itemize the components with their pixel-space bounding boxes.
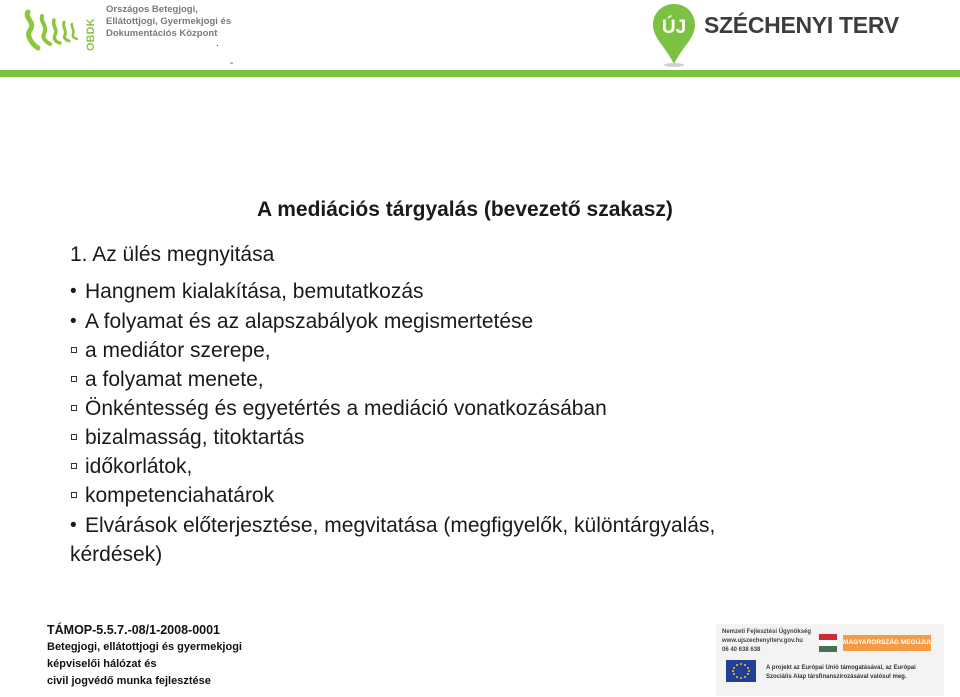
list-item-text: Elvárások előterjesztése, megvitatása (megfigyelők, különtárgyalás, bbox=[85, 513, 716, 537]
list-item bbox=[70, 452, 940, 481]
hungarian-flag-icon bbox=[819, 634, 837, 652]
obdk-vertical-text: OBDK bbox=[85, 18, 97, 51]
nfu-line: www.ujszechenyiterv.gov.hu bbox=[722, 638, 803, 644]
nfu-line: 06 40 638 638 bbox=[722, 647, 761, 653]
list-item-continuation: kérdések) bbox=[70, 543, 163, 566]
eu-flag-icon bbox=[726, 660, 756, 682]
project-code: TÁMOP-5.5.7.-08/1-2008-0001 bbox=[47, 623, 221, 637]
obdk-vertical-label bbox=[82, 3, 98, 53]
bullet-icon bbox=[70, 510, 85, 540]
header-divider bbox=[0, 70, 960, 77]
header-dot: . bbox=[216, 38, 219, 49]
slide-title: A mediációs tárgyalás (bevezető szakasz) bbox=[257, 198, 673, 221]
nfu-info bbox=[722, 628, 811, 655]
list-item bbox=[70, 276, 940, 306]
uj-szechenyi-pin-icon bbox=[651, 2, 697, 68]
list-item bbox=[70, 481, 940, 510]
project-line: képviselői hálózat és bbox=[47, 658, 157, 670]
funding-banner bbox=[716, 624, 944, 696]
list-item-text: A folyamat és az alapszabályok megismertetése bbox=[85, 309, 534, 333]
list-item bbox=[70, 423, 940, 452]
list-item bbox=[70, 365, 940, 394]
header-dash: - bbox=[230, 58, 234, 69]
list-item-text: a folyamat menete, bbox=[85, 368, 264, 391]
obdk-logo-icon bbox=[22, 4, 80, 52]
list-item-text: kompetenciahatárok bbox=[85, 484, 275, 507]
project-footer bbox=[47, 622, 242, 690]
eu-line: Szociális Alap társfinanszírozásával valósul meg. bbox=[766, 674, 907, 680]
magyarorszag-megujul-badge: MAGYARORSZÁG MEGÚJUL bbox=[843, 635, 931, 651]
list-item bbox=[70, 394, 940, 423]
szechenyi-terv-logo-text: SZÉCHENYI TERV bbox=[704, 12, 899, 38]
list-item bbox=[70, 336, 940, 365]
eu-funding-text bbox=[766, 664, 916, 682]
project-line: civil jogvédő munka fejlesztése bbox=[47, 675, 211, 687]
bullet-icon bbox=[70, 276, 85, 306]
list-item bbox=[70, 510, 940, 540]
list-item bbox=[70, 306, 940, 336]
uj-text: ÚJ bbox=[661, 17, 687, 38]
org-line: Ellátottjogi, Gyermekjogi és bbox=[106, 16, 232, 27]
bullet-icon bbox=[70, 306, 85, 336]
list-item-text: bizalmasság, titoktartás bbox=[85, 426, 305, 449]
organization-name bbox=[106, 4, 231, 40]
org-line: Országos Betegjogi, bbox=[106, 4, 198, 15]
section-heading: 1. Az ülés megnyitása bbox=[70, 243, 275, 266]
content-list bbox=[70, 276, 940, 569]
list-item-text: Hangnem kialakítása, bemutatkozás bbox=[85, 279, 424, 303]
header bbox=[0, 0, 960, 78]
nfu-line: Nemzeti Fejlesztési Ügynökség bbox=[722, 629, 812, 635]
list-item-text: időkorlátok, bbox=[85, 455, 193, 478]
list-item-text: a mediátor szerepe, bbox=[85, 339, 271, 362]
project-line: Betegjogi, ellátottjogi és gyermekjogi bbox=[47, 641, 242, 653]
list-item-text: Önkéntesség és egyetértés a mediáció vonatkozásában bbox=[85, 397, 607, 420]
eu-line: A projekt az Európai Unió támogatásával, az Európai bbox=[766, 665, 916, 671]
org-line: Dokumentációs Központ bbox=[106, 28, 218, 39]
